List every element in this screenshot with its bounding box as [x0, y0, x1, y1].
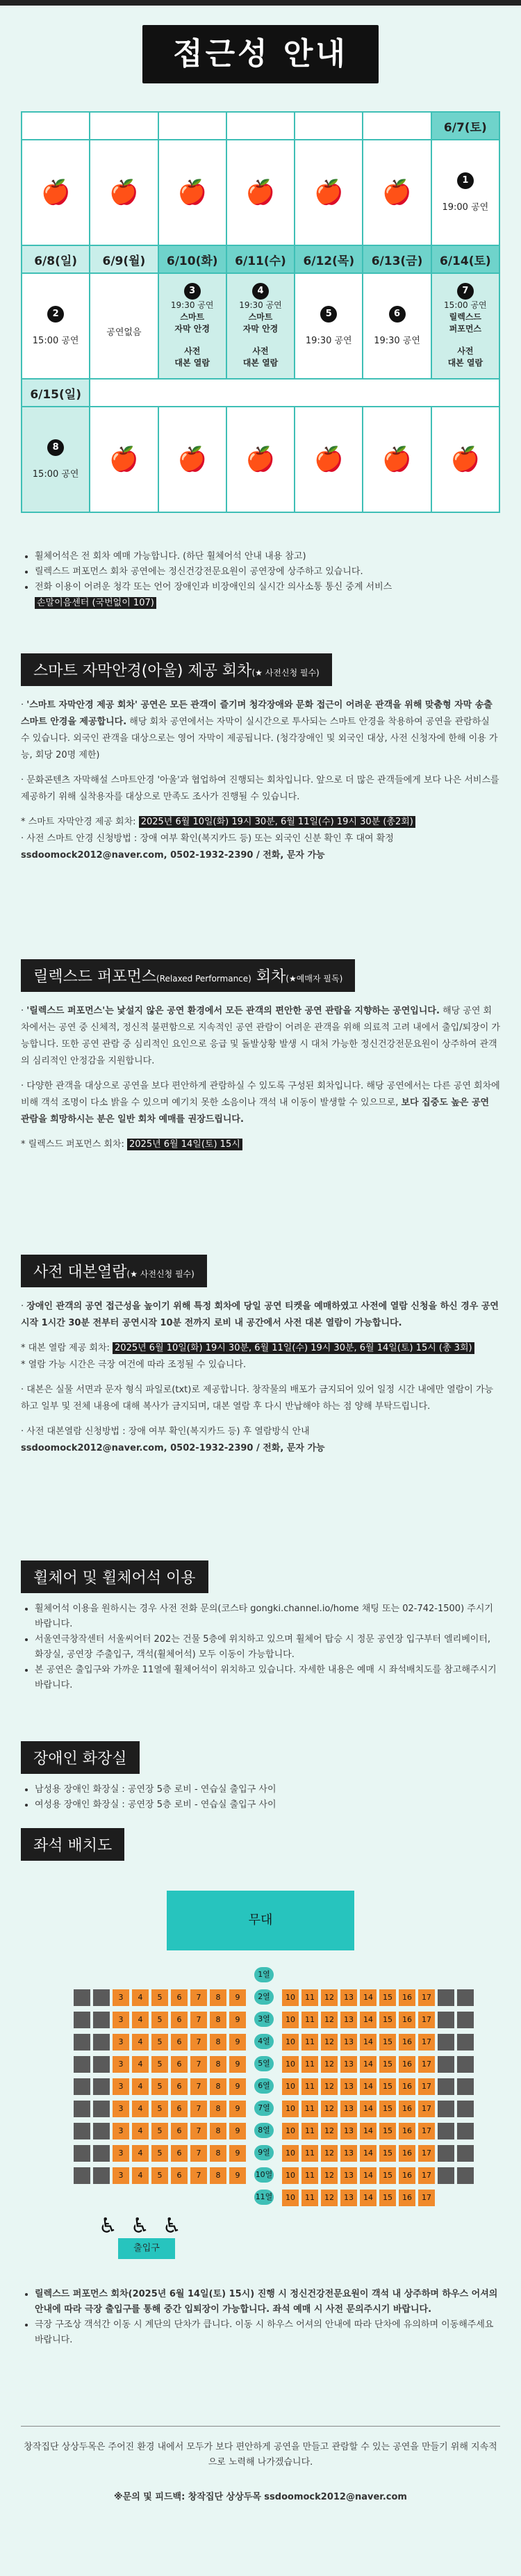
date-highlight: 2025년 6월 10일(화) 19시 30분, 6월 11일(수) 19시 30분, 6월 14일(토) 15시 (총 3회): [113, 1342, 474, 1354]
apple-icon: 🍎: [450, 446, 481, 473]
seat[interactable]: 16: [399, 2034, 415, 2051]
seat[interactable]: 17: [418, 2190, 435, 2206]
seat[interactable]: 4: [132, 2034, 149, 2051]
seat[interactable]: 5: [151, 2056, 168, 2073]
seat[interactable]: 8: [210, 2123, 226, 2139]
notes-section: [21, 549, 500, 612]
seat[interactable]: 15: [379, 2101, 396, 2117]
seat[interactable]: [457, 2123, 474, 2139]
seat[interactable]: 15: [379, 2190, 396, 2206]
seat[interactable]: 12: [321, 2190, 338, 2206]
seat[interactable]: 6: [171, 2123, 188, 2139]
footer: [21, 2440, 500, 2505]
seat[interactable]: [93, 2145, 110, 2162]
show-number: 6: [389, 306, 406, 323]
seat[interactable]: 8: [210, 2034, 226, 2051]
seat[interactable]: 5: [151, 2034, 168, 2051]
seat[interactable]: [438, 2034, 454, 2051]
seat[interactable]: 16: [399, 2145, 415, 2162]
section-title: 릴렉스드 퍼포먼스(Relaxed Performance) 회차(★예매자 필독): [21, 959, 355, 992]
date-header: 6/12(목): [295, 245, 363, 273]
seat[interactable]: [438, 2167, 454, 2184]
seat[interactable]: [93, 2101, 110, 2117]
seat[interactable]: 11: [301, 2012, 318, 2028]
seat[interactable]: [74, 2078, 90, 2095]
seat[interactable]: 10: [282, 2123, 299, 2139]
seat[interactable]: 15: [379, 2056, 396, 2073]
seat[interactable]: 17: [418, 2167, 435, 2184]
seat[interactable]: 6: [171, 1989, 188, 2006]
apple-icon: 🍎: [109, 179, 139, 206]
seat[interactable]: 16: [399, 1989, 415, 2006]
seat[interactable]: 15: [379, 2145, 396, 2162]
seat[interactable]: 8: [210, 2101, 226, 2117]
seat[interactable]: 5: [151, 2078, 168, 2095]
contact-line: ssdoomock2012@naver.com, 0502-1932-2390 / 전화, 문자 가능: [21, 1443, 325, 1453]
service-tag: 대본 열람: [447, 358, 483, 368]
seat[interactable]: 7: [190, 2012, 207, 2028]
day-cell: [363, 273, 431, 379]
seat[interactable]: 12: [321, 2078, 338, 2095]
seat[interactable]: 7: [190, 2056, 207, 2073]
show-time: 공연없음: [106, 327, 142, 338]
seat[interactable]: 11: [301, 2145, 318, 2162]
seat[interactable]: 3: [113, 1989, 129, 2006]
seat-map: [49, 1863, 472, 2280]
service-tag: 대본 열람: [242, 358, 279, 368]
section-title: 장애인 화장실: [21, 1741, 140, 1774]
seat[interactable]: 13: [340, 2078, 357, 2095]
seat[interactable]: 11: [301, 1989, 318, 2006]
relaxed-section: 릴렉스드 퍼포먼스(Relaxed Performance) 회차(★예매자 필독) · '릴렉스드 퍼포먼스'는 낯설지 않은 공연 환경에서 모든 관객의 편안한 공연 관람을 지향하는 공연입니다. 해당 공연 회차에서는 공연 중 신체적, 정신적 불편함으로 지속적인 공연 관람이 어려운 관객을 위해 의료적 고려 내에서 출입/퇴장이 가능합니다. 또한 공연 관람 중 심리적인 요인으로 응급 및 돌발상황 발생 시 대처 가능한 정신건강전문요원이 상주하여 관객의 심리적인 안정감을 지원합니다. · 다양한 관객을 대상으로 공연을 보다 편안하게 관람하실 수 있도록 구성된 회차입니다. 해당 공연에서는 다른 공연 회차에 비해 객석 조명이 다소 밝을 수 있으며 예기치 못한 소음이나 객석 내 이동이 발생할 수 있으므로, 보다 집중도 높은 공연 관람을 희망하시는 분은 일반 회차 예매를 권장드립니다. * 릴렉스드 퍼포먼스 회차: 2025년 6월 14일(토) 15시: [21, 959, 500, 1153]
seat[interactable]: 17: [418, 2123, 435, 2139]
seat[interactable]: 14: [360, 2190, 377, 2206]
seat[interactable]: 9: [229, 2123, 246, 2139]
seat[interactable]: 17: [418, 1989, 435, 2006]
row-label: 4열: [254, 2034, 274, 2049]
seat[interactable]: [457, 2012, 474, 2028]
service-tag: 스마트: [248, 312, 273, 322]
row-label: 1열: [254, 1967, 274, 1982]
seat[interactable]: 4: [132, 2145, 149, 2162]
seat[interactable]: 9: [229, 2034, 246, 2051]
relay-center: 손말이음센터 (국번없이 107): [35, 597, 156, 609]
service-tag: 사전: [184, 346, 201, 356]
seat[interactable]: 17: [418, 2056, 435, 2073]
service-tag: 사전: [457, 346, 474, 356]
seat[interactable]: 7: [190, 2167, 207, 2184]
show-time: 15:00 공연: [444, 300, 487, 310]
seat[interactable]: [74, 2101, 90, 2117]
show-number: 5: [320, 306, 337, 323]
seat[interactable]: [457, 2145, 474, 2162]
seat[interactable]: 16: [399, 2078, 415, 2095]
seat[interactable]: 8: [210, 2056, 226, 2073]
seat[interactable]: 4: [132, 1989, 149, 2006]
bottom-notes: • 릴렉스드 퍼포먼스 회차(2025년 6월 14일(토) 15시) 진행 시 정신건강전문요원이 객석 내 상주하며 하우스 어셔의 안내에 따라 극장 출입구를 통해 중간 입퇴장이 가능합니다. 좌석 예매 시 사전 문의주시기 바랍니다. • 극장 구조상 객석간 이동 시 계단의 단차가 큽니다. 이동 시 하우스 어셔의 안내에 따라 단차에 유의하며 이동해주세요 바랍니다.: [21, 2287, 500, 2348]
seat[interactable]: 10: [282, 2012, 299, 2028]
row-label: 6열: [254, 2078, 274, 2094]
apple-icon: 🍎: [314, 446, 344, 473]
apple-icon: 🍎: [177, 179, 207, 206]
apple-icon: 🍎: [245, 446, 276, 473]
seat[interactable]: 8: [210, 2167, 226, 2184]
seat[interactable]: [457, 2034, 474, 2051]
row-label: 5열: [254, 2056, 274, 2071]
paragraph: 문화콘텐츠 자막해설 스마트안경 '아울'과 협업하여 진행되는 회차입니다. 앞으로 더 많은 관객들에게 보다 나은 서비스를 제공하기 위해 실착용자를 대상으로 만족도 조사가 진행될 수 있습니다.: [21, 775, 499, 802]
seat[interactable]: 14: [360, 2056, 377, 2073]
seat[interactable]: 16: [399, 2056, 415, 2073]
seat[interactable]: 12: [321, 1989, 338, 2006]
contact-line: ssdoomock2012@naver.com, 0502-1932-2390 / 전화, 문자 가능: [21, 850, 325, 861]
seat[interactable]: 16: [399, 2101, 415, 2117]
seat[interactable]: 4: [132, 2123, 149, 2139]
seat[interactable]: 12: [321, 2167, 338, 2184]
seat[interactable]: 12: [321, 2034, 338, 2051]
seat[interactable]: 11: [301, 2056, 318, 2073]
row-label: 3열: [254, 2012, 274, 2027]
seat[interactable]: 9: [229, 2012, 246, 2028]
seat[interactable]: 6: [171, 2034, 188, 2051]
date-header: 6/15(일): [22, 379, 90, 407]
show-time: 19:30 공연: [239, 300, 282, 310]
seat[interactable]: 15: [379, 2012, 396, 2028]
service-tag: 퍼포먼스: [449, 324, 482, 334]
seat[interactable]: 9: [229, 2056, 246, 2073]
seat[interactable]: 10: [282, 2101, 299, 2117]
show-number: 3: [184, 283, 201, 300]
seat[interactable]: 13: [340, 2012, 357, 2028]
page-title: 접근성 안내: [142, 25, 379, 83]
seat[interactable]: 4: [132, 2078, 149, 2095]
service-tag: 릴렉스드: [449, 312, 482, 322]
seat[interactable]: 6: [171, 2145, 188, 2162]
row-label: 2열: [254, 1989, 274, 2005]
seat[interactable]: [457, 2167, 474, 2184]
seat[interactable]: 13: [340, 2101, 357, 2117]
seat[interactable]: 3: [113, 2034, 129, 2051]
service-tag: 사전: [252, 346, 269, 356]
seat[interactable]: [74, 2034, 90, 2051]
seat[interactable]: 9: [229, 2078, 246, 2095]
seat[interactable]: [438, 2101, 454, 2117]
stage: 무대: [167, 1891, 354, 1950]
seat[interactable]: 3: [113, 2145, 129, 2162]
apple-icon: 🍎: [382, 179, 412, 206]
seat[interactable]: 9: [229, 1989, 246, 2006]
seat[interactable]: 14: [360, 2101, 377, 2117]
seat[interactable]: 13: [340, 2056, 357, 2073]
seat[interactable]: 12: [321, 2101, 338, 2117]
seat[interactable]: [457, 2078, 474, 2095]
seat[interactable]: [74, 2056, 90, 2073]
section-title: 좌석 배치도: [21, 1828, 124, 1861]
seat[interactable]: 11: [301, 2034, 318, 2051]
smart-glasses-section: 스마트 자막안경(아울) 제공 회차(★ 사전신청 필수) · '스마트 자막안경 제공 회차' 공연은 모든 관객이 즐기며 청각장애와 문화 접근이 어려운 관객을 위해 맞춤형 자막 송출 스마트 안경을 제공합니다. 해당 회차 공연에서는 자막이 실시간으로 투사되는 스마트 안경을 착용하여 공연을 관람하실 수 있습니다. 외국인 관객을 대상으로는 영어 자막이 제공됩니다. (청각장애인 및 외국인 대상, 사전 신청자에 한해 이용 가능, 회당 20명 제한) · 문화콘텐츠 자막해설 스마트안경 '아울'과 협업하여 진행되는 회차입니다. 앞으로 더 많은 관객들에게 보다 나은 서비스를 제공하기 위해 실착용자를 대상으로 만족도 조사가 진행될 수 있습니다. * 스마트 자막안경 제공 회차: 2025년 6월 10일(화) 19시 30분, 6월 11일(수) 19시 30분 (총2회) · 사전 스마트 안경 신청방법 : 장애 여부 확인(복지카드 등) 또는 외국인 신분 확인 후 대여 확정 ssdoomock2012@naver.com, 0502-1932-2390 / 전화, 문자 가능: [21, 653, 500, 864]
seat[interactable]: 14: [360, 2078, 377, 2095]
seat[interactable]: 6: [171, 2078, 188, 2095]
seat[interactable]: [438, 2056, 454, 2073]
seat[interactable]: 6: [171, 2012, 188, 2028]
day-cell: [431, 140, 499, 245]
apple-icon: 🍎: [109, 446, 139, 473]
seat[interactable]: 13: [340, 2145, 357, 2162]
seat[interactable]: 12: [321, 2123, 338, 2139]
seat[interactable]: 6: [171, 2101, 188, 2117]
note-item: • 릴렉스드 퍼포먼스 회차 공연에는 정신건강전문요원이 공연장에 상주하고 있습니다.: [35, 564, 500, 580]
seat[interactable]: 17: [418, 2101, 435, 2117]
day-cell: [158, 273, 226, 379]
script-section: 사전 대본열람(★ 사전신청 필수) · 장애인 관객의 공연 접근성을 높이기 위해 특정 회차에 당일 공연 티켓을 예매하였고 사전에 열람 신청을 하신 경우 공연시작 1시간 30분 전부터 공연시작 10분 전까지 로비 내 공간에서 사전 대본 열람이 가능합니다. * 대본 열람 제공 회차: 2025년 6월 10일(화) 19시 30분, 6월 11일(수) 19시 30분, 6월 14일(토) 15시 (총 3회) * 열람 가능 시간은 극장 여건에 따라 조정될 수 있습니다. · 대본은 실물 서면과 문자 형식 파일로(txt)로 제공합니다. 창작물의 배포가 금지되어 있어 일정 시간 내에만 열람이 가능하고 일부 및 전체 내용에 대해 복사가 금지되며, 대본 열람 후 다시 반납해야 하는 점 양해 부탁드립니다. · 사전 대본열람 신청방법 : 장애 여부 확인(복지카드 등) 후 열람방식 안내 ssdoomock2012@naver.com, 0502-1932-2390 / 전화, 문자 가능: [21, 1255, 500, 1457]
seat[interactable]: [438, 2123, 454, 2139]
seat[interactable]: 16: [399, 2190, 415, 2206]
seat[interactable]: 16: [399, 2123, 415, 2139]
day-cell: [22, 407, 90, 512]
date-header: 6/13(금): [363, 245, 431, 273]
seat[interactable]: 17: [418, 2145, 435, 2162]
seat[interactable]: 4: [132, 2101, 149, 2117]
toilet-section: 장애인 화장실 • 남성용 장애인 화장실 : 공연장 5층 로비 - 연습실 출입구 사이 • 여성용 장애인 화장실 : 공연장 5층 로비 - 연습실 출입구 사이: [21, 1741, 500, 1813]
service-tag: 스마트: [180, 312, 205, 322]
seat[interactable]: 10: [282, 2167, 299, 2184]
wheelchair-icon: ♿: [99, 2214, 117, 2238]
seat[interactable]: 15: [379, 2034, 396, 2051]
date-header: 6/8(일): [22, 245, 90, 273]
show-time: 19:30 공연: [170, 300, 214, 310]
wheelchair-section: 휠체어 및 휠체어석 이용 • 휠체어석 이용을 원하시는 경우 사전 전화 문의(코스타 gongki.channel.io/home 채팅 또는 02-742-1500) 주시기 바랍니다. • 서울연극창작센터 서울씨어터 202는 건물 5층에 위치하고 있으며 휠체어 탑승 시 정문 공연장 입구부터 엘리베이터, 화장실, 공연장 주출입구, 객석(휠체어석) 모두 이동이 가능합니다. • 본 공연은 출입구와 가까운 11열에 휠체어석이 위치하고 있습니다. 자세한 내용은 예매 시 좌석배치도를 참고해주시기 바랍니다.: [21, 1560, 500, 1693]
show-time: 15:00 공연: [32, 469, 79, 480]
wheelchair-icon: ♿: [163, 2214, 181, 2238]
seat[interactable]: 15: [379, 2123, 396, 2139]
day-cell: [431, 273, 499, 379]
day-cell: [295, 273, 363, 379]
show-number: 4: [252, 283, 269, 300]
seat[interactable]: 8: [210, 1989, 226, 2006]
seat[interactable]: 9: [229, 2101, 246, 2117]
seat[interactable]: 5: [151, 1989, 168, 2006]
seat[interactable]: 17: [418, 2034, 435, 2051]
seat[interactable]: 5: [151, 2145, 168, 2162]
seat[interactable]: 14: [360, 2145, 377, 2162]
seat[interactable]: 7: [190, 2034, 207, 2051]
seat[interactable]: 15: [379, 1989, 396, 2006]
seat[interactable]: 15: [379, 2167, 396, 2184]
seat[interactable]: [74, 1989, 90, 2006]
apple-icon: 🍎: [177, 446, 207, 473]
apple-icon: 🍎: [40, 179, 71, 206]
seat[interactable]: 6: [171, 2056, 188, 2073]
seat[interactable]: 11: [301, 2167, 318, 2184]
seat[interactable]: 3: [113, 2101, 129, 2117]
seat[interactable]: 10: [282, 2145, 299, 2162]
seat[interactable]: 12: [321, 2056, 338, 2073]
show-time: 19:30 공연: [374, 336, 420, 346]
seat[interactable]: 7: [190, 2123, 207, 2139]
seat[interactable]: 9: [229, 2167, 246, 2184]
seat[interactable]: 13: [340, 2190, 357, 2206]
seat[interactable]: 3: [113, 2123, 129, 2139]
show-time: 19:30 공연: [305, 336, 352, 346]
day-cell: [90, 273, 158, 379]
seat[interactable]: 5: [151, 2167, 168, 2184]
seat[interactable]: 14: [360, 2034, 377, 2051]
exit-label: 출입구: [118, 2238, 175, 2259]
seat[interactable]: [457, 2056, 474, 2073]
seat[interactable]: 8: [210, 2078, 226, 2095]
service-tag: 자막 안경: [242, 324, 279, 334]
date-header: 6/7(토): [431, 112, 499, 140]
seat[interactable]: 3: [113, 2167, 129, 2184]
seat[interactable]: [93, 2012, 110, 2028]
seat[interactable]: [457, 2101, 474, 2117]
seat[interactable]: 7: [190, 2078, 207, 2095]
seat[interactable]: [93, 2056, 110, 2073]
seat[interactable]: 13: [340, 2034, 357, 2051]
date-header: 6/11(수): [226, 245, 295, 273]
seat[interactable]: 10: [282, 2034, 299, 2051]
seat[interactable]: [93, 2123, 110, 2139]
seat[interactable]: 12: [321, 2012, 338, 2028]
seat[interactable]: 11: [301, 2190, 318, 2206]
date-header: 6/14(토): [431, 245, 499, 273]
seat[interactable]: 11: [301, 2101, 318, 2117]
seat[interactable]: [93, 2167, 110, 2184]
seat[interactable]: 3: [113, 2056, 129, 2073]
seat[interactable]: [93, 2034, 110, 2051]
seat[interactable]: [93, 1989, 110, 2006]
seat[interactable]: 14: [360, 2012, 377, 2028]
seat[interactable]: 13: [340, 2167, 357, 2184]
seat[interactable]: [74, 2123, 90, 2139]
seat[interactable]: [457, 1989, 474, 2006]
seat[interactable]: 11: [301, 2123, 318, 2139]
seat[interactable]: 4: [132, 2167, 149, 2184]
seat[interactable]: 13: [340, 1989, 357, 2006]
seat[interactable]: 8: [210, 2145, 226, 2162]
seat[interactable]: [438, 2012, 454, 2028]
apple-icon: 🍎: [245, 179, 276, 206]
seat[interactable]: [438, 2078, 454, 2095]
seat[interactable]: 17: [418, 2078, 435, 2095]
seat[interactable]: 14: [360, 2167, 377, 2184]
day-cell: [22, 273, 90, 379]
row-label: 10열: [254, 2167, 274, 2183]
row-label: 11열: [254, 2190, 274, 2205]
calendar: [21, 111, 500, 535]
wheelchair-icon: ♿: [131, 2214, 149, 2238]
seat[interactable]: 5: [151, 2012, 168, 2028]
section-title: 스마트 자막안경(아울) 제공 회차(★ 사전신청 필수): [21, 653, 332, 686]
row-label: 9열: [254, 2145, 274, 2160]
seat[interactable]: 5: [151, 2101, 168, 2117]
apple-icon: 🍎: [382, 446, 412, 473]
seat[interactable]: 7: [190, 2101, 207, 2117]
seat[interactable]: 6: [171, 2167, 188, 2184]
seat[interactable]: 16: [399, 2167, 415, 2184]
seat-map-section: [21, 1828, 500, 1861]
seat[interactable]: 13: [340, 2123, 357, 2139]
seat[interactable]: 10: [282, 2190, 299, 2206]
seat[interactable]: 12: [321, 2145, 338, 2162]
seat[interactable]: [74, 2012, 90, 2028]
seat[interactable]: 3: [113, 2012, 129, 2028]
seat[interactable]: 9: [229, 2145, 246, 2162]
date-highlight: 2025년 6월 10일(화) 19시 30분, 6월 11일(수) 19시 30분 (총2회): [139, 816, 415, 828]
seat[interactable]: 16: [399, 2012, 415, 2028]
service-tag: 자막 안경: [174, 324, 210, 334]
show-number: 1: [457, 172, 474, 189]
service-tag: 대본 열람: [174, 358, 210, 368]
seat[interactable]: 3: [113, 2078, 129, 2095]
show-time: 19:00 공연: [442, 202, 489, 213]
seat[interactable]: 4: [132, 2056, 149, 2073]
row-label: 7열: [254, 2101, 274, 2116]
top-bar: [0, 0, 521, 6]
seat[interactable]: [74, 2167, 90, 2184]
show-number: 2: [47, 306, 64, 323]
seat[interactable]: 5: [151, 2123, 168, 2139]
show-time: 15:00 공연: [32, 336, 79, 346]
seat[interactable]: 11: [301, 2078, 318, 2095]
seat[interactable]: 10: [282, 1989, 299, 2006]
seat[interactable]: [93, 2078, 110, 2095]
seat[interactable]: 15: [379, 2078, 396, 2095]
section-title: 휠체어 및 휠체어석 이용: [21, 1560, 208, 1593]
seat[interactable]: 14: [360, 2123, 377, 2139]
show-number: 7: [457, 283, 474, 300]
row-label: 8열: [254, 2123, 274, 2138]
contact-text: ※문의 및 피드백: 창작집단 상상두목 ssdoomock2012@naver.com: [114, 2492, 407, 2502]
date-highlight: 2025년 6월 14일(토) 15시: [127, 1139, 242, 1150]
show-number: 8: [47, 439, 64, 456]
date-header: 6/9(월): [90, 245, 158, 273]
seat[interactable]: 10: [282, 2056, 299, 2073]
closing-text: 창작집단 상상두목은 주어진 환경 내에서 모두가 보다 편안하게 공연을 만들고 관람할 수 있는 공연을 만들기 위해 지속적으로 노력해 나가겠습니다.: [24, 2442, 497, 2468]
section-title: 사전 대본열람(★ 사전신청 필수): [21, 1255, 207, 1287]
seat[interactable]: 4: [132, 2012, 149, 2028]
seat[interactable]: 17: [418, 2012, 435, 2028]
paragraph: '스마트 자막안경 제공 회차' 공연은 모든 관객이 즐기며 청각장애와 문화 접근이 어려운 관객을 위해 맞춤형 자막 송출 스마트 안경을 제공합니다.: [21, 700, 493, 727]
apple-icon: 🍎: [314, 179, 344, 206]
seat[interactable]: [438, 1989, 454, 2006]
note-item: • 휠체어석은 전 회차 예매 가능합니다. (하단 휠체어석 안내 내용 참고): [35, 549, 500, 564]
divider: [21, 2426, 500, 2427]
note-item: • 전화 이용이 어려운 청각 또는 언어 장애인과 비장애인의 실시간 의사소통 통신 중계 서비스: [35, 580, 500, 595]
seat[interactable]: 10: [282, 2078, 299, 2095]
day-cell: [226, 273, 295, 379]
seat[interactable]: 7: [190, 1989, 207, 2006]
seat[interactable]: 7: [190, 2145, 207, 2162]
seat[interactable]: 8: [210, 2012, 226, 2028]
seat[interactable]: 14: [360, 1989, 377, 2006]
seat[interactable]: [74, 2145, 90, 2162]
seat[interactable]: [438, 2145, 454, 2162]
date-header: 6/10(화): [158, 245, 226, 273]
